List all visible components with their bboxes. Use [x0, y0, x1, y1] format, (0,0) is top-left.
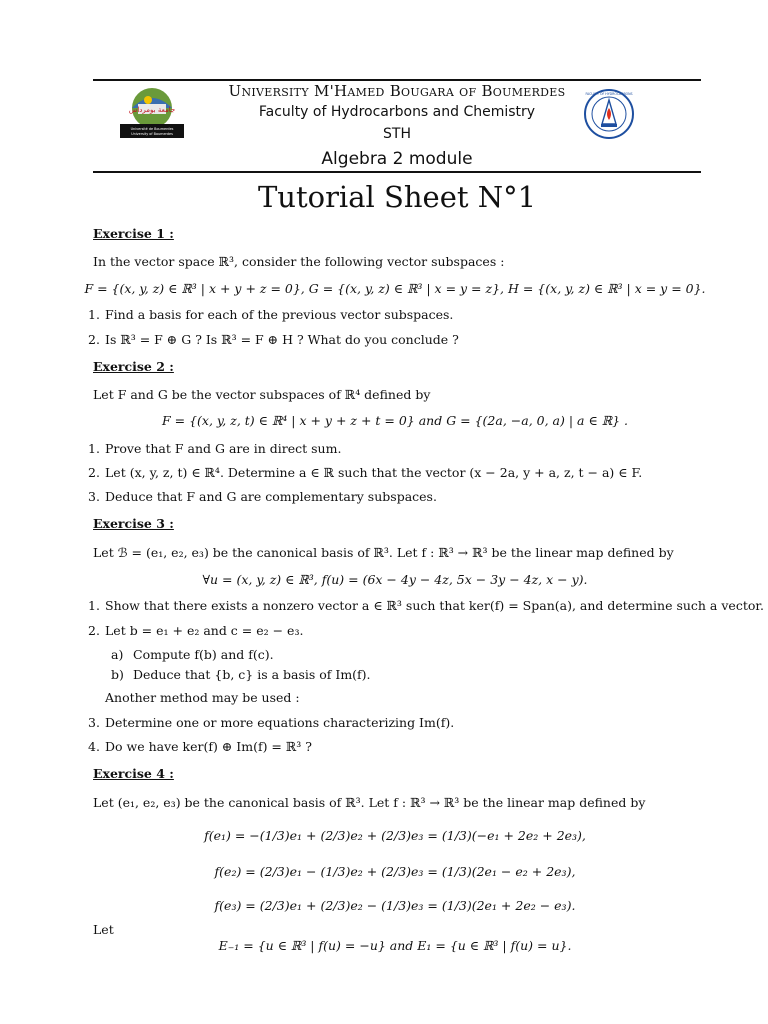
list-item: 1. Find a basis for each of the previous vector subspaces.	[88, 307, 454, 322]
svg-text:University of Boumerdes: University of Boumerdes	[131, 132, 173, 136]
university-name: University M'Hamed Bougara of Boumerdes	[228, 82, 566, 100]
department-name: STH	[383, 126, 411, 142]
header-top-rule	[93, 79, 701, 81]
list-item: 1. Show that there exists a nonzero vector a ∈ ℝ³ such that ker(f) = Span(a), and determine such a vector.	[88, 598, 764, 613]
exercise-1-definitions: F = {(x, y, z) ∈ ℝ³ | x + y + z = 0}, G = {(x, y, z) ∈ ℝ³ | x = y = z}, H = {(x, y, z) ∈ ℝ³ | x = y = 0}.	[84, 281, 706, 296]
exercise-4-equation-3: f(e₃) = (2/3)e₁ + (2/3)e₂ − (1/3)e₃ = (1/3)(2e₁ + 2e₂ − e₃).	[214, 898, 576, 913]
exercise-2-intro: Let F and G be the vector subspaces of ℝ⁴ defined by	[93, 387, 431, 402]
exercise-2-definitions: F = {(x, y, z, t) ∈ ℝ⁴ | x + y + z + t = 0} and G = {(2a, −a, 0, a) | a ∈ ℝ} .	[161, 413, 628, 428]
exercise-4-equation-2: f(e₂) = (2/3)e₁ − (1/3)e₂ + (2/3)e₃ = (1/3)(2e₁ − e₂ + 2e₃),	[214, 864, 576, 879]
list-item: 3. Deduce that F and G are complementary subspaces.	[88, 489, 437, 504]
header-bottom-rule	[93, 171, 701, 173]
list-item: 1. Prove that F and G are in direct sum.	[88, 441, 342, 456]
exercise-4-intro: Let (e₁, e₂, e₃) be the canonical basis of ℝ³. Let f : ℝ³ → ℝ³ be the linear map defined by	[93, 795, 646, 810]
sub-item: b) Deduce that {b, c} is a basis of Im(f).	[111, 667, 371, 682]
exercise-2-heading: Exercise 2 :	[93, 359, 174, 374]
module-name: Algebra 2 module	[321, 149, 473, 169]
exercise-4-heading: Exercise 4 :	[93, 766, 174, 781]
exercise-3-heading: Exercise 3 :	[93, 516, 174, 531]
exercise-4-equation-1: f(e₁) = −(1/3)e₁ + (2/3)e₂ + (2/3)e₃ = (1/3)(−e₁ + 2e₂ + 2e₃),	[204, 828, 586, 843]
list-item: 4. Do we have ker(f) ⊕ Im(f) = ℝ³ ?	[88, 739, 312, 754]
svg-text:Université de Boumerdes: Université de Boumerdes	[130, 127, 174, 131]
svg-text:FACULTY OF HYDROCARBONS: FACULTY OF HYDROCARBONS	[585, 92, 633, 96]
exercise-3-note: Another method may be used :	[105, 690, 300, 705]
logo-arabic-text: جامعة بومرداس	[128, 106, 176, 114]
exercise-1-intro: In the vector space ℝ³, consider the following vector subspaces :	[93, 254, 505, 269]
faculty-name: Faculty of Hydrocarbons and Chemistry	[258, 104, 536, 120]
sub-item: a) Compute f(b) and f(c).	[111, 647, 274, 662]
exercise-3-definition: ∀u = (x, y, z) ∈ ℝ³, f(u) = (6x − 4y − 4z, 5x − 3y − 4z, x − y).	[202, 572, 588, 587]
list-item: 3. Determine one or more equations characterizing Im(f).	[88, 715, 455, 730]
exercise-4-let: Let	[93, 922, 114, 937]
list-item: 2. Let (x, y, z, t) ∈ ℝ⁴. Determine a ∈ ℝ such that the vector (x − 2a, y + a, z, t − a) ∈ F.	[88, 465, 643, 480]
page-title: Tutorial Sheet N°1	[257, 180, 537, 214]
exercise-4-definitions: E₋₁ = {u ∈ ℝ³ | f(u) = −u} and E₁ = {u ∈ ℝ³ | f(u) = u}.	[218, 938, 572, 953]
exercise-1-heading: Exercise 1 :	[93, 226, 174, 241]
list-item: 2. Is ℝ³ = F ⊕ G ? Is ℝ³ = F ⊕ H ? What do you conclude ?	[88, 332, 459, 347]
exercise-3-intro: Let ℬ = (e₁, e₂, e₃) be the canonical basis of ℝ³. Let f : ℝ³ → ℝ³ be the linear map defined by	[93, 545, 674, 560]
list-item: 2. Let b = e₁ + e₂ and c = e₂ − e₃.	[88, 623, 304, 638]
